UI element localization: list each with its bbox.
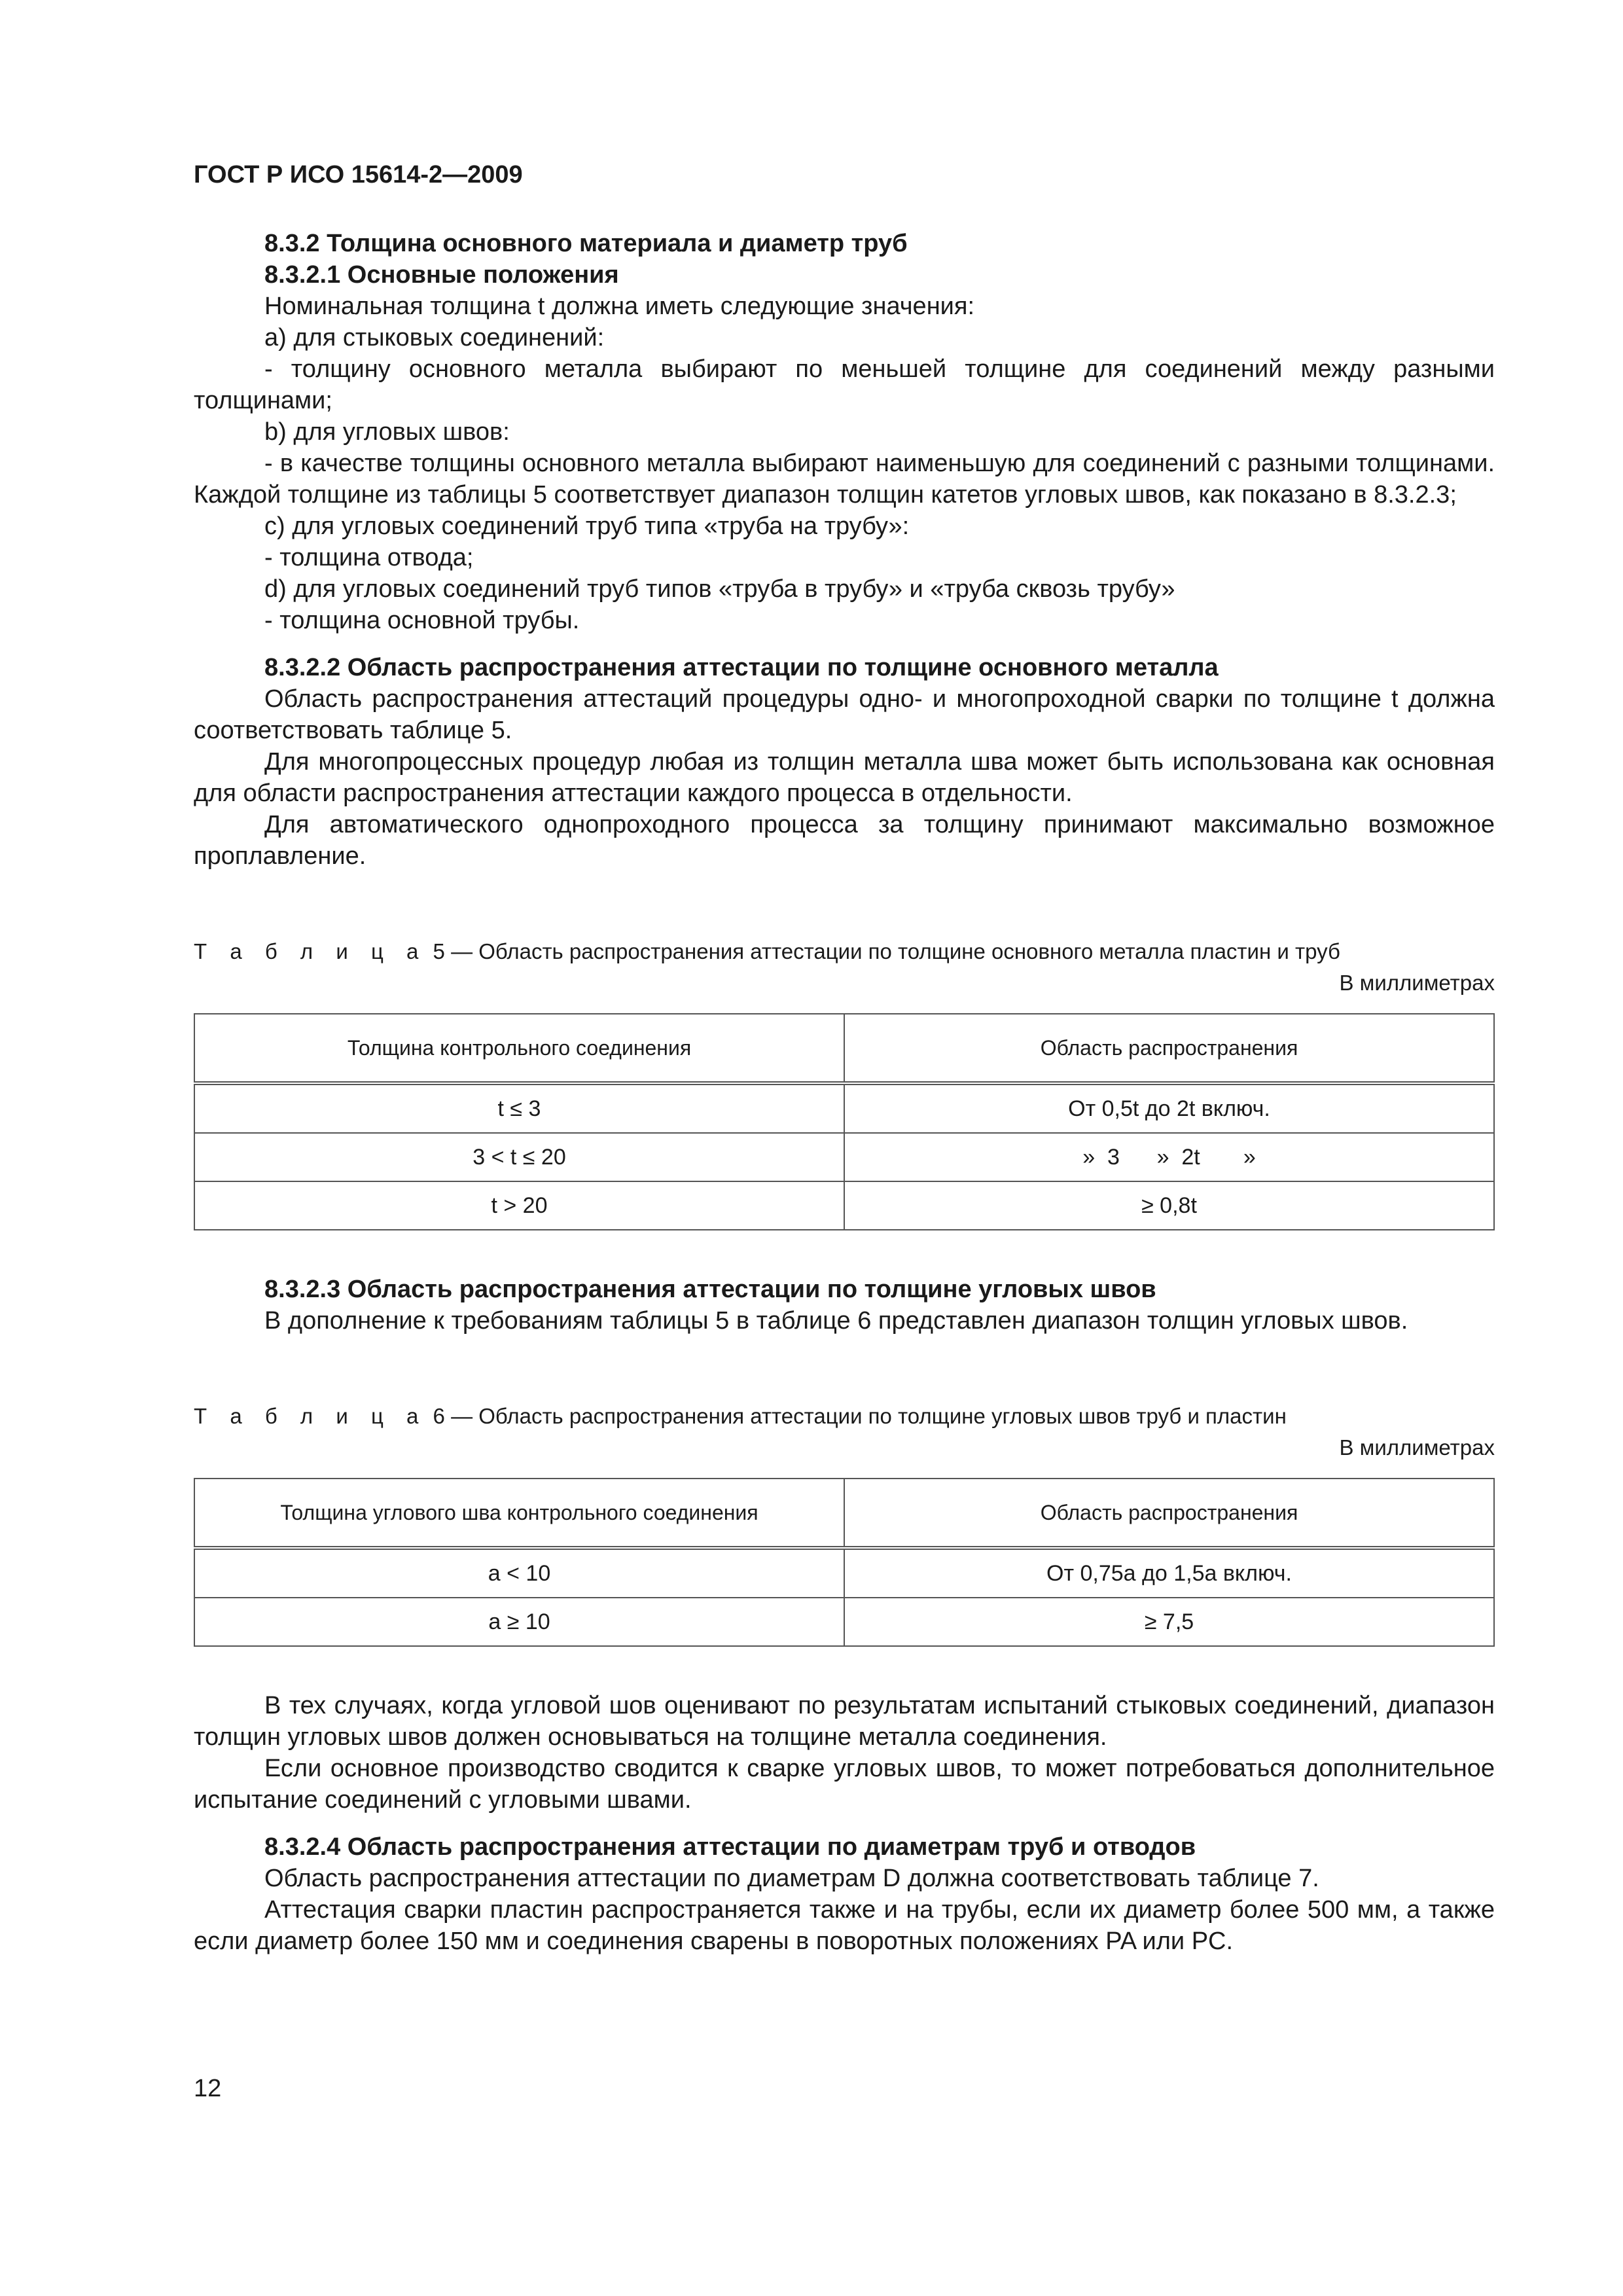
document-id: ГОСТ Р ИСО 15614-2—2009 (194, 161, 523, 188)
paragraph: В тех случаях, когда угловой шов оценивают по результатам испытаний стыковых соединений, диапазон толщин угловых швов должен основываться на толщине металла соединения. (194, 1692, 1495, 1751)
paragraph: c) для угловых соединений труб типа «труба на трубу»: (264, 512, 910, 540)
table-row (194, 1181, 1494, 1230)
table6-header-cell: Область распространения (844, 1479, 1494, 1548)
paragraph: - толщина отвода; (264, 544, 474, 571)
paragraph: - толщина основной трубы. (264, 607, 580, 634)
section-heading: 8.3.2 Толщина основного материала и диаметр труб (264, 230, 908, 257)
table6-header-cell: Толщина углового шва контрольного соединения (194, 1479, 844, 1548)
table6-header-row (194, 1479, 1494, 1548)
paragraph: d) для угловых соединений труб типов «труба в трубу» и «труба сквозь трубу» (264, 575, 1175, 603)
table6-title: — Область распространения аттестации по толщине угловых швов труб и пластин (451, 1404, 1287, 1428)
table-cell: t ≤ 3 (194, 1083, 844, 1133)
table-cell: a < 10 (194, 1548, 844, 1598)
paragraph: В дополнение к требованиям таблицы 5 в таблице 6 представлен диапазон толщин угловых швов. (264, 1307, 1408, 1335)
table6-unit: В миллиметрах (1339, 1435, 1495, 1460)
table-cell: От 0,5t до 2t включ. (844, 1083, 1494, 1133)
section-heading: 8.3.2.3 Область распространения аттестации по толщине угловых швов (264, 1276, 1156, 1303)
table5-label: Т а б л и ц а (194, 939, 427, 963)
table5-header-row (194, 1014, 1494, 1083)
section-heading: 8.3.2.2 Область распространения аттестации по толщине основного металла (264, 654, 1219, 681)
section-text-b (194, 1274, 1495, 1336)
paragraph: - в качестве толщины основного металла выбирают наименьшую для соединений с разными толщинами. Каждой толщине из таблицы 5 соответствует диапазон толщин катетов угловых швов, как показано в 8.3.2.3; (194, 450, 1495, 509)
paragraph: Область распространения аттестации по диаметрам D должна соответствовать таблице 7. (264, 1865, 1319, 1892)
table6-number: 6 (433, 1404, 445, 1428)
table-cell: ≥ 7,5 (844, 1598, 1494, 1646)
table5-unit: В миллиметрах (1339, 971, 1495, 995)
section-heading: 8.3.2.1 Основные положения (264, 261, 619, 289)
paragraph: Если основное производство сводится к сварке угловых швов, то может потребоваться дополнительное испытание соединений с угловыми швами. (194, 1755, 1495, 1814)
table-cell: t > 20 (194, 1181, 844, 1230)
table-row (194, 1083, 1494, 1133)
table-cell: ≥ 0,8t (844, 1181, 1494, 1230)
section-text-a (194, 228, 1495, 872)
paragraph: Номинальная толщина t должна иметь следующие значения: (264, 293, 975, 320)
table5-caption (194, 937, 1495, 966)
table-cell: » 3 » 2t » (844, 1133, 1494, 1181)
paragraph: Аттестация сварки пластин распространяется также и на трубы, если их диаметр более 500 мм, а также если диаметр более 150 мм и соединения сварены в поворотных положениях PA или PC. (194, 1896, 1495, 1955)
page-number: 12 (194, 2075, 222, 2102)
table6-label: Т а б л и ц а (194, 1404, 427, 1428)
table6-caption (194, 1402, 1495, 1431)
table-cell: a ≥ 10 (194, 1598, 844, 1646)
paragraph: Для автоматического однопроходного процесса за толщину принимают максимально возможное проплавление. (194, 811, 1495, 870)
table-cell: 3 < t ≤ 20 (194, 1133, 844, 1181)
table5 (194, 1013, 1495, 1230)
table5-header-cell: Область распространения (844, 1014, 1494, 1083)
table-row (194, 1548, 1494, 1598)
table5-title: — Область распространения аттестации по толщине основного металла пластин и труб (451, 939, 1340, 963)
paragraph: b) для угловых швов: (264, 418, 510, 446)
table-row (194, 1598, 1494, 1646)
table-cell: От 0,75a до 1,5a включ. (844, 1548, 1494, 1598)
paragraph: a) для стыковых соединений: (264, 324, 605, 351)
paragraph: - толщину основного металла выбирают по меньшей толщине для соединений между разными толщинами; (194, 355, 1495, 414)
table6 (194, 1478, 1495, 1647)
paragraph: Область распространения аттестаций процедуры одно- и многопроходной сварки по толщине t должна соответствовать таблице 5. (194, 685, 1495, 744)
section-text-c (194, 1690, 1495, 1957)
page-content (194, 228, 1495, 1957)
table5-number: 5 (433, 939, 445, 963)
paragraph: Для многопроцессных процедур любая из толщин металла шва может быть использована как основная для области распространения аттестации каждого процесса в отдельности. (194, 748, 1495, 807)
section-heading: 8.3.2.4 Область распространения аттестации по диаметрам труб и отводов (264, 1833, 1196, 1861)
table5-header-cell: Толщина контрольного соединения (194, 1014, 844, 1083)
table-row (194, 1133, 1494, 1181)
